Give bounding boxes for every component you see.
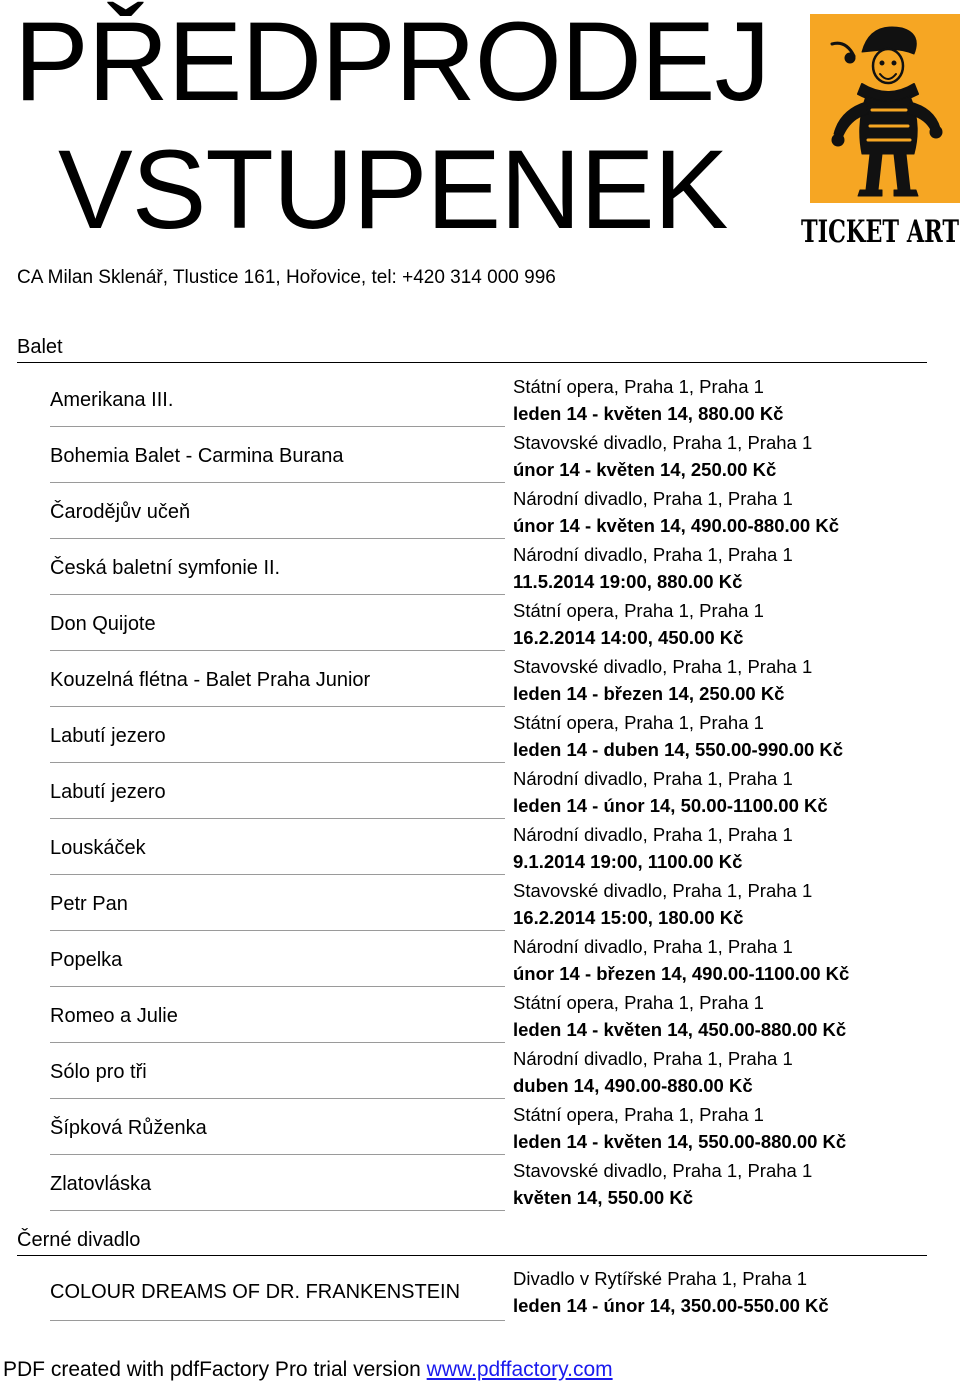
show-date-price: leden 14 - květen 14, 550.00-880.00 Kč	[513, 1131, 847, 1152]
page-title-line-2: VSTUPENEK	[58, 127, 728, 252]
show-name: Bohemia Balet - Carmina Burana	[50, 432, 505, 483]
list-item	[50, 1264, 940, 1320]
show-name: Čarodějův učeň	[50, 488, 505, 539]
show-date-price: leden 14 - květen 14, 450.00-880.00 Kč	[513, 1019, 847, 1040]
list-item	[50, 876, 940, 932]
list-item	[50, 932, 940, 988]
show-date-price: 16.2.2014 15:00, 180.00 Kč	[513, 907, 744, 928]
list-item	[50, 428, 940, 484]
show-venue: Stavovské divadlo, Praha 1, Praha 1	[513, 880, 813, 901]
show-date-price: leden 14 - únor 14, 350.00-550.00 Kč	[513, 1295, 829, 1316]
show-venue: Státní opera, Praha 1, Praha 1	[513, 712, 764, 733]
list-item	[50, 820, 940, 876]
show-venue: Stavovské divadlo, Praha 1, Praha 1	[513, 432, 813, 453]
list-item	[50, 372, 940, 428]
show-date-price: leden 14 - únor 14, 50.00-1100.00 Kč	[513, 795, 828, 816]
show-name: Louskáček	[50, 824, 505, 875]
footer-link[interactable]: www.pdffactory.com	[426, 1358, 613, 1381]
show-venue: Stavovské divadlo, Praha 1, Praha 1	[513, 1160, 813, 1181]
cerne-divadlo-list	[50, 1264, 940, 1320]
show-date-price: 9.1.2014 19:00, 1100.00 Kč	[513, 851, 743, 872]
show-name: Romeo a Julie	[50, 992, 505, 1043]
show-venue: Národní divadlo, Praha 1, Praha 1	[513, 768, 793, 789]
show-name: Sólo pro tři	[50, 1048, 505, 1099]
ticket-art-logo	[797, 0, 960, 254]
section-heading-cerne-divadlo: Černé divadlo	[17, 1227, 927, 1256]
list-item	[50, 596, 940, 652]
show-date-price: únor 14 - březen 14, 490.00-1100.00 Kč	[513, 963, 850, 984]
show-name: Petr Pan	[50, 880, 505, 931]
show-date-price: 11.5.2014 19:00, 880.00 Kč	[513, 571, 743, 592]
show-name: Zlatovláska	[50, 1160, 505, 1211]
show-date-price: leden 14 - květen 14, 880.00 Kč	[513, 403, 784, 424]
logo-wordmark	[799, 206, 960, 250]
show-venue: Národní divadlo, Praha 1, Praha 1	[513, 1048, 793, 1069]
show-venue: Národní divadlo, Praha 1, Praha 1	[513, 544, 793, 565]
list-item	[50, 652, 940, 708]
show-name: Česká baletní symfonie II.	[50, 544, 505, 595]
contact-line: CA Milan Sklenář, Tlustice 161, Hořovice, tel: +420 314 000 996	[17, 267, 556, 288]
list-item	[50, 1044, 940, 1100]
show-venue: Divadlo v Rytířské Praha 1, Praha 1	[513, 1268, 808, 1289]
footer-text: PDF created with pdfFactory Pro trial version	[3, 1358, 427, 1381]
show-name: COLOUR DREAMS OF DR. FRANKENSTEIN	[50, 1268, 505, 1321]
jester-figure-icon	[810, 14, 960, 203]
show-name: Šípková Růženka	[50, 1104, 505, 1155]
show-venue: Národní divadlo, Praha 1, Praha 1	[513, 936, 793, 957]
show-venue: Státní opera, Praha 1, Praha 1	[513, 600, 764, 621]
show-name: Kouzelná flétna - Balet Praha Junior	[50, 656, 505, 707]
list-item	[50, 988, 940, 1044]
list-item	[50, 764, 940, 820]
show-venue: Národní divadlo, Praha 1, Praha 1	[513, 824, 793, 845]
list-item	[50, 708, 940, 764]
show-date-price: únor 14 - květen 14, 250.00 Kč	[513, 459, 777, 480]
show-date-price: únor 14 - květen 14, 490.00-880.00 Kč	[513, 515, 839, 536]
list-item	[50, 484, 940, 540]
balet-list	[50, 372, 940, 1212]
section-heading-balet: Balet	[17, 334, 927, 363]
show-date-price: leden 14 - březen 14, 250.00 Kč	[513, 683, 785, 704]
list-item	[50, 1100, 940, 1156]
logo-text: TICKET ART	[801, 214, 959, 250]
show-name: Popelka	[50, 936, 505, 987]
show-venue: Státní opera, Praha 1, Praha 1	[513, 1104, 764, 1125]
show-date-price: květen 14, 550.00 Kč	[513, 1187, 693, 1208]
show-date-price: duben 14, 490.00-880.00 Kč	[513, 1075, 753, 1096]
show-name: Don Quijote	[50, 600, 505, 651]
show-name: Labutí jezero	[50, 712, 505, 763]
list-item	[50, 1156, 940, 1212]
page-title-line-1: PŘEDPRODEJ	[14, 0, 770, 124]
show-name: Amerikana III.	[50, 376, 505, 427]
show-venue: Státní opera, Praha 1, Praha 1	[513, 992, 764, 1013]
show-date-price: leden 14 - duben 14, 550.00-990.00 Kč	[513, 739, 844, 760]
show-date-price: 16.2.2014 14:00, 450.00 Kč	[513, 627, 744, 648]
show-name: Labutí jezero	[50, 768, 505, 819]
list-item	[50, 540, 940, 596]
show-venue: Národní divadlo, Praha 1, Praha 1	[513, 488, 793, 509]
show-venue: Stavovské divadlo, Praha 1, Praha 1	[513, 656, 813, 677]
footer-note	[3, 1357, 613, 1383]
show-venue: Státní opera, Praha 1, Praha 1	[513, 376, 764, 397]
